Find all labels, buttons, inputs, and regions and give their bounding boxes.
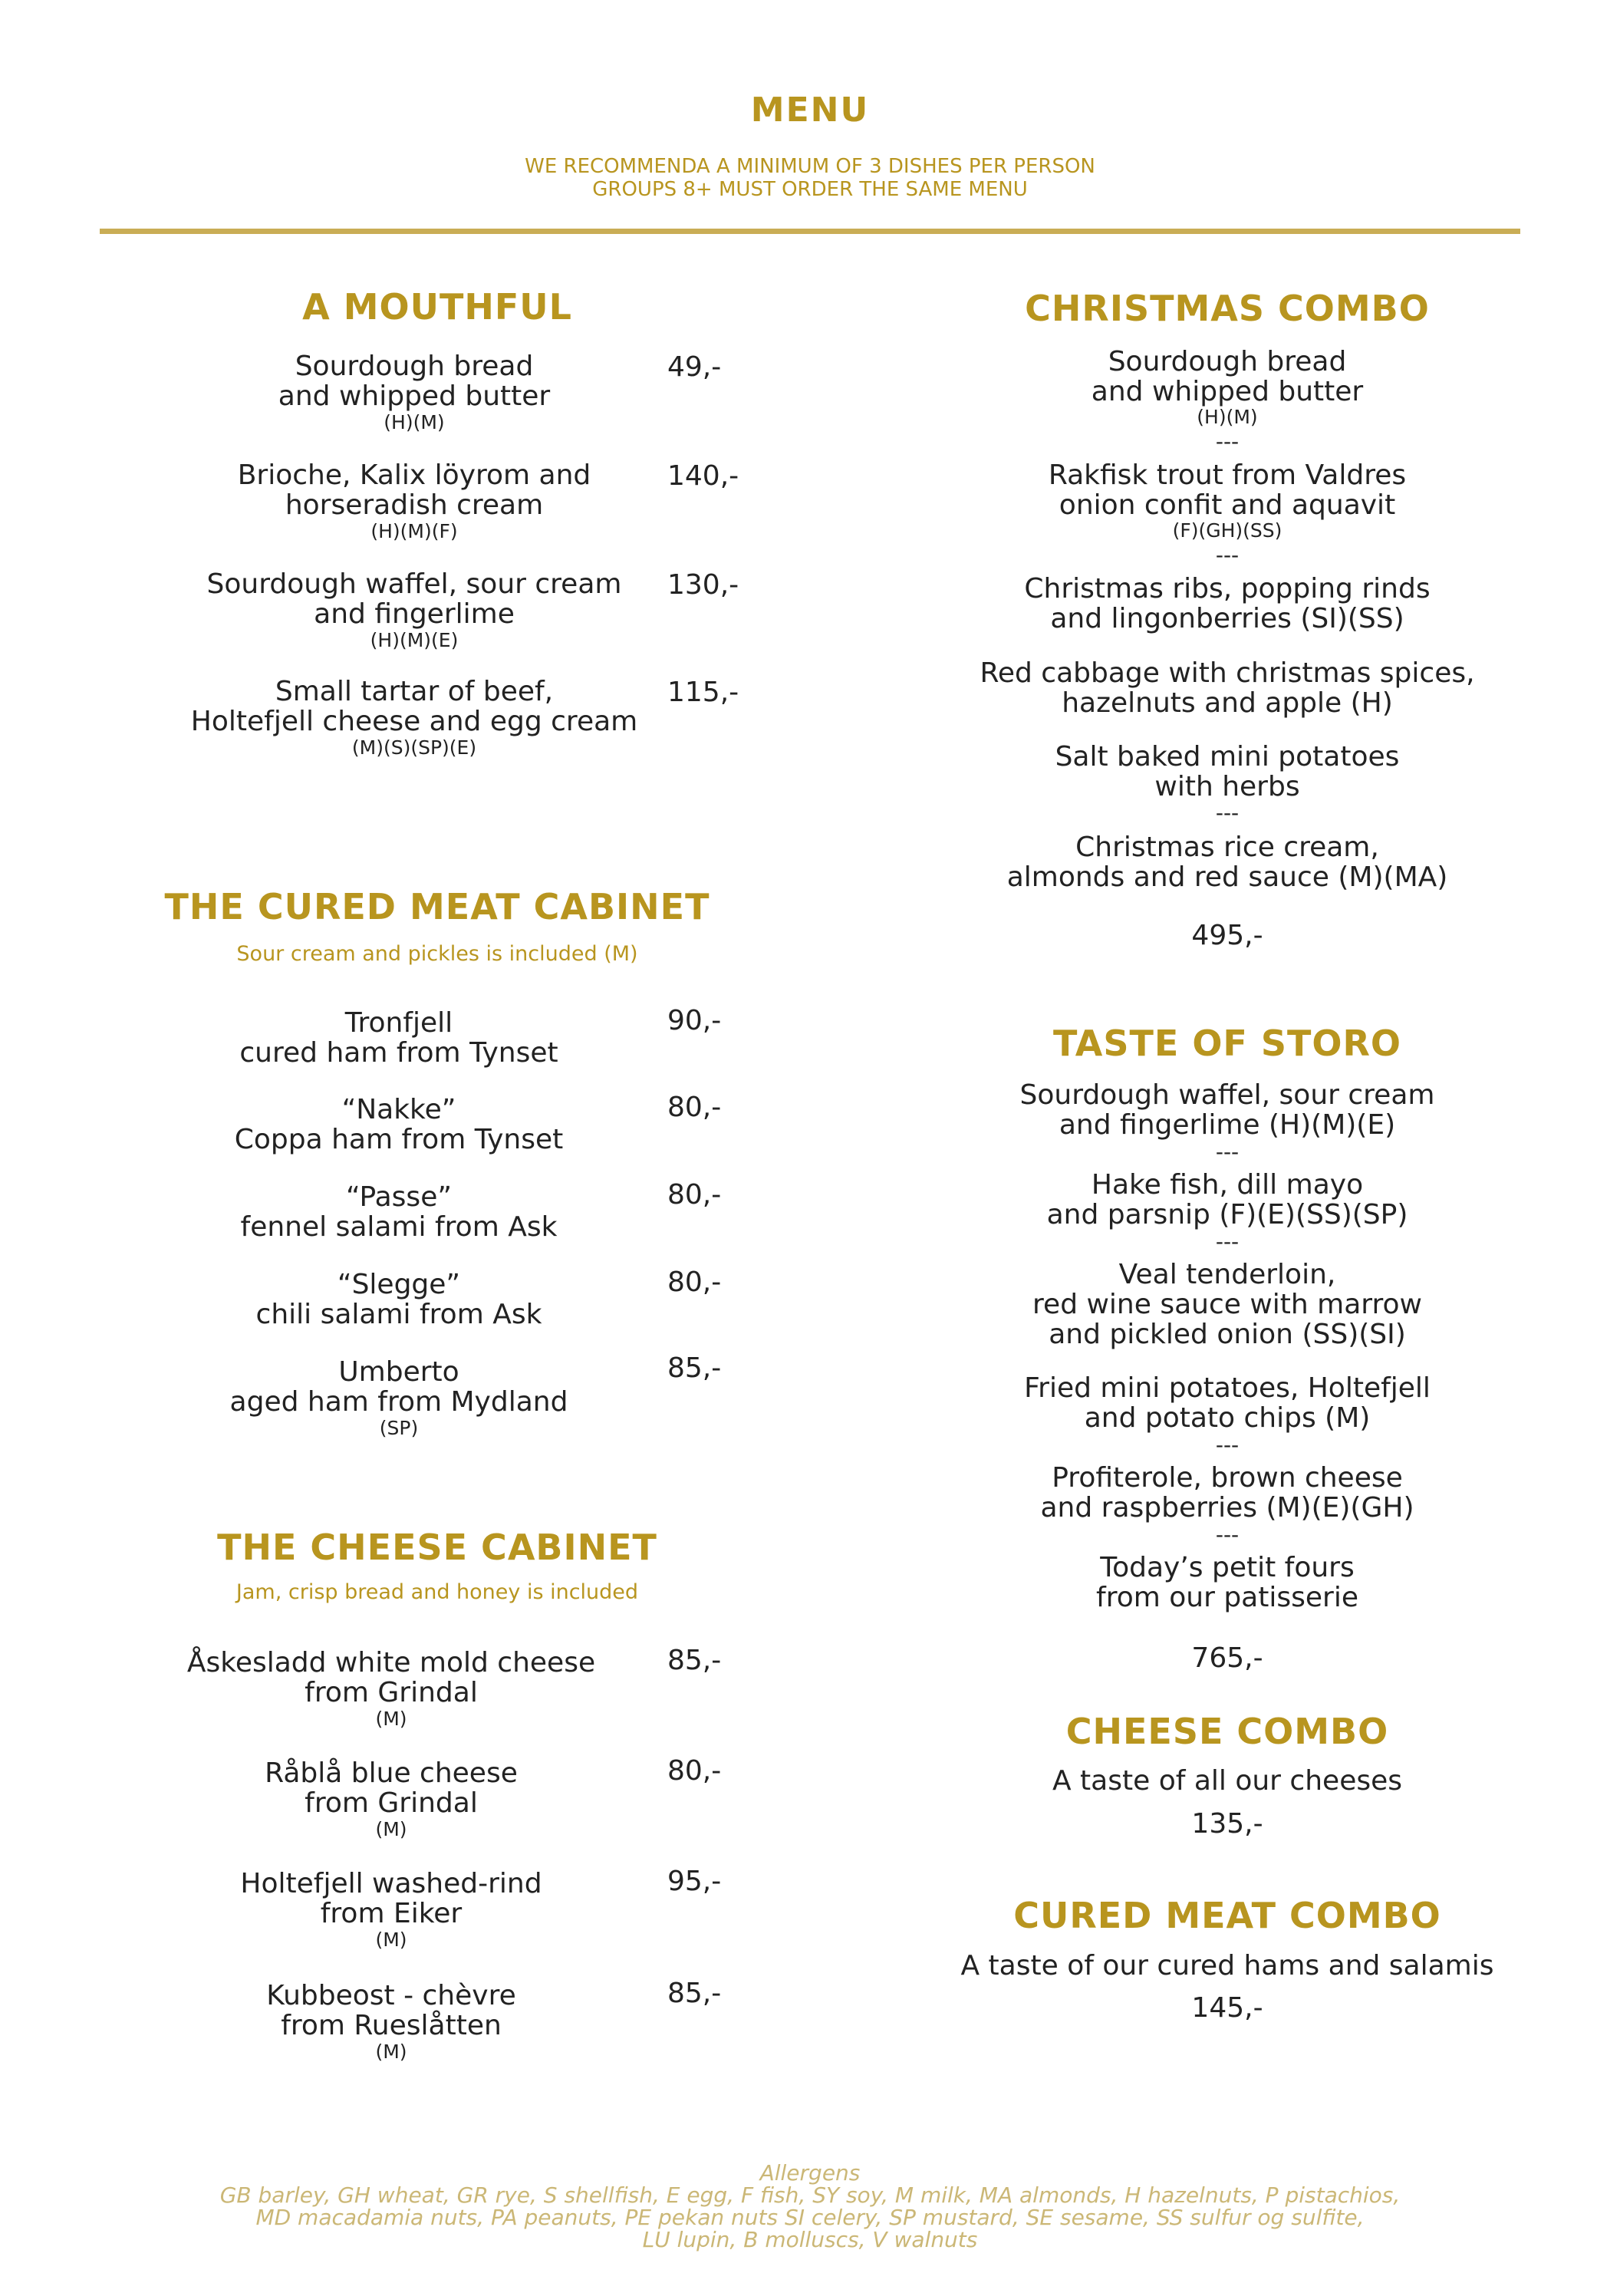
page-title: MENU: [750, 91, 870, 130]
item-name-line: and whipped butter: [278, 380, 551, 412]
item-price: 49,-: [667, 351, 722, 383]
item-name-line: “Slegge”: [337, 1269, 461, 1300]
combo-line: and parsnip (F)(E)(SS)(SP): [1046, 1199, 1408, 1230]
section-title-cured-meat-combo: CURED MEAT COMBO: [1013, 1895, 1441, 1936]
combo-price: 135,-: [1191, 1808, 1263, 1840]
item-allergens: (H)(M)(F): [370, 520, 458, 542]
course-separator: ---: [1215, 1139, 1240, 1164]
allergens-line: LU lupin, B molluscs, V walnuts: [642, 2227, 978, 2252]
menu-item: [161, 1648, 621, 1731]
subtitle-line: WE RECOMMENDA A MINIMUM OF 3 DISHES PER PERSON: [525, 155, 1095, 178]
item-name-line: Small tartar of beef,: [275, 676, 554, 707]
combo-line: and pickled onion (SS)(SI): [1049, 1319, 1406, 1350]
combo-price: 495,-: [1191, 920, 1263, 951]
combo-line: Christmas ribs, popping rinds: [1024, 573, 1431, 604]
item-name-line: from Grindal: [305, 1787, 478, 1819]
item-name-line: Holtefjell washed-rind: [240, 1868, 542, 1899]
header-divider: [100, 229, 1520, 234]
combo-line: Sourdough bread: [1108, 346, 1347, 377]
item-price: 85,-: [667, 1352, 722, 1384]
combo-line: Salt baked mini potatoes: [1055, 741, 1400, 772]
menu-item: [169, 1270, 629, 1329]
item-price: 80,-: [667, 1267, 722, 1298]
section-note-cured-meat: Sour cream and pickles is included (M): [236, 942, 638, 966]
course-separator: ---: [1215, 429, 1240, 454]
item-name-line: Brioche, Kalix löyrom and: [237, 460, 591, 491]
menu-item: [161, 1981, 621, 2064]
combo-line: onion confit and aquavit: [1059, 489, 1396, 521]
item-name-line: from Eiker: [320, 1898, 463, 1929]
combo-line: and lingonberries (SI)(SS): [1050, 603, 1404, 634]
section-title-christmas-combo: CHRISTMAS COMBO: [1025, 288, 1430, 329]
combo-line: and potato chips (M): [1084, 1402, 1371, 1434]
section-title-mouthful: A MOUTHFUL: [302, 286, 572, 328]
section-title-cheese: THE CHEESE CABINET: [217, 1527, 657, 1568]
allergens-line: MD macadamia nuts, PA peanuts, PE pekan nuts SI celery, SP mustard, SE sesame, SS sulfur og sulfite,: [255, 2205, 1365, 2230]
combo-line: Fried mini potatoes, Holtefjell: [1024, 1372, 1431, 1404]
combo-allergens: (H)(M): [1197, 406, 1258, 428]
course-separator: ---: [1215, 542, 1240, 568]
menu-item: [169, 1008, 629, 1068]
combo-line: almonds and red sauce (M)(MA): [1006, 861, 1448, 893]
combo-allergens: (F)(GH)(SS): [1172, 519, 1282, 542]
item-name-line: Tronfjell: [344, 1007, 453, 1039]
combo-line: Profiterole, brown cheese: [1052, 1462, 1403, 1494]
menu-item: [184, 351, 644, 434]
section-title-taste-of-storo: TASTE OF STORO: [1052, 1023, 1402, 1064]
item-allergens: (H)(M)(E): [370, 629, 459, 651]
item-price: 80,-: [667, 1092, 722, 1123]
item-name-line: aged ham from Mydland: [229, 1386, 568, 1418]
combo-price: 765,-: [1191, 1642, 1263, 1674]
course-separator: ---: [1215, 1522, 1240, 1547]
menu-item: [161, 1758, 621, 1841]
item-name-line: Sourdough bread: [295, 351, 534, 382]
combo-line: from our patisserie: [1096, 1582, 1358, 1613]
menu-item: [169, 1182, 629, 1242]
item-price: 80,-: [667, 1755, 722, 1787]
item-name-line: horseradish cream: [285, 489, 544, 521]
item-allergens: (M): [375, 1818, 407, 1840]
combo-line: and fingerlime (H)(M)(E): [1059, 1109, 1396, 1141]
course-separator: ---: [1215, 800, 1240, 825]
combo-description: A taste of all our cheeses: [1052, 1765, 1402, 1797]
menu-item: [161, 1869, 621, 1952]
combo-line: Hake fish, dill mayo: [1091, 1169, 1364, 1201]
combo-line: Veal tenderloin,: [1118, 1259, 1336, 1290]
menu-item: [169, 1357, 629, 1440]
item-allergens: (M): [375, 1929, 407, 1951]
combo-price: 145,-: [1191, 1992, 1263, 2024]
item-name-line: Råblå blue cheese: [265, 1757, 518, 1789]
item-allergens: (SP): [379, 1417, 419, 1439]
item-allergens: (M): [375, 2041, 407, 2063]
item-name-line: Holtefjell cheese and egg cream: [190, 706, 638, 737]
section-note-cheese: Jam, crisp bread and honey is included: [235, 1580, 639, 1604]
allergens-heading: Allergens: [759, 2160, 861, 2186]
item-name-line: fennel salami from Ask: [240, 1211, 558, 1243]
combo-line: with herbs: [1154, 771, 1300, 802]
section-title-cured-meat: THE CURED MEAT CABINET: [164, 886, 710, 927]
item-price: 130,-: [667, 569, 739, 601]
combo-line: Rakfisk trout from Valdres: [1048, 460, 1407, 491]
combo-line: Sourdough waffel, sour cream: [1019, 1079, 1435, 1111]
item-name-line: Åskesladd white mold cheese: [186, 1647, 596, 1678]
item-price: 80,-: [667, 1179, 722, 1211]
item-name-line: from Grindal: [305, 1677, 478, 1708]
item-name-line: Sourdough waffel, sour cream: [206, 568, 622, 600]
item-name-line: “Passe”: [345, 1181, 452, 1213]
allergens-line: GB barley, GH wheat, GR rye, S shellfish, E egg, F fish, SY soy, M milk, MA almonds, H hazelnuts, P pistachios,: [219, 2182, 1401, 2208]
menu-item: [184, 460, 644, 543]
item-price: 95,-: [667, 1866, 722, 1897]
combo-line: red wine sauce with marrow: [1032, 1289, 1422, 1320]
combo-description: A taste of our cured hams and salamis: [960, 1950, 1494, 1981]
item-name-line: Umberto: [338, 1356, 459, 1388]
allergens-footer: [0, 2162, 1620, 2251]
menu-item: [184, 677, 644, 759]
course-separator: ---: [1215, 1432, 1240, 1458]
combo-line: Today’s petit fours: [1100, 1552, 1355, 1583]
item-price: 140,-: [667, 460, 739, 492]
subtitle-line: GROUPS 8+ MUST ORDER THE SAME MENU: [592, 178, 1028, 201]
item-name-line: Kubbeost - chèvre: [266, 1980, 516, 2011]
section-title-cheese-combo: CHEESE COMBO: [1065, 1711, 1389, 1752]
item-name-line: from Rueslåtten: [281, 2010, 502, 2041]
item-price: 85,-: [667, 1645, 722, 1676]
item-price: 85,-: [667, 1978, 722, 2009]
item-price: 115,-: [667, 677, 739, 708]
item-allergens: (H)(M): [384, 411, 445, 433]
item-name-line: “Nakke”: [341, 1094, 456, 1125]
combo-line: and raspberries (M)(E)(GH): [1040, 1492, 1414, 1524]
item-allergens: (M): [375, 1708, 407, 1730]
item-price: 90,-: [667, 1005, 722, 1036]
item-name-line: and fingerlime: [314, 598, 515, 630]
combo-line: Red cabbage with christmas spices,: [980, 657, 1475, 689]
combo-line: hazelnuts and apple (H): [1062, 687, 1393, 719]
combo-line: Christmas rice cream,: [1075, 832, 1379, 863]
course-separator: ---: [1215, 1229, 1240, 1254]
menu-item: [169, 1095, 629, 1155]
combo-line: and whipped butter: [1091, 376, 1364, 407]
item-name-line: chili salami from Ask: [255, 1299, 542, 1330]
item-name-line: cured ham from Tynset: [239, 1037, 558, 1069]
item-name-line: Coppa ham from Tynset: [234, 1124, 564, 1155]
item-allergens: (M)(S)(SP)(E): [351, 736, 477, 759]
menu-item: [184, 569, 644, 652]
